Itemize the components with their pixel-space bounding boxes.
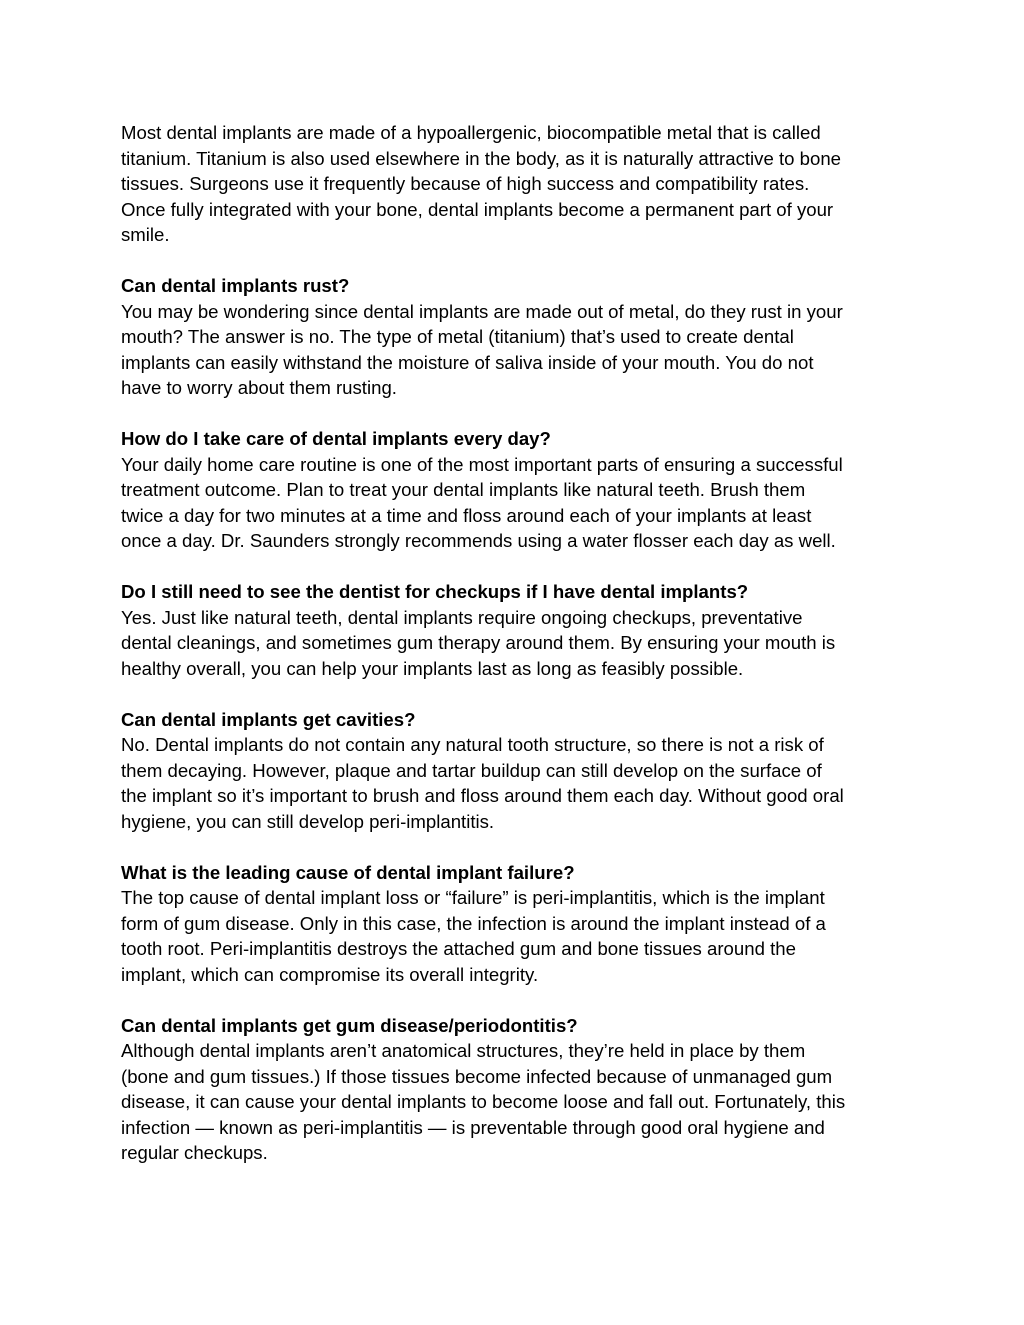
text-line: once a day. Dr. Saunders strongly recommends using a water flosser each day as well. — [121, 530, 836, 551]
section-heading: What is the leading cause of dental implant failure? — [121, 861, 575, 883]
document-page — [121, 120, 921, 1166]
section-body — [121, 1038, 921, 1166]
text-line: The top cause of dental implant loss or “failure” is peri-implantitis, which is the implant — [121, 887, 825, 908]
section-body — [121, 452, 921, 554]
text-line: Your daily home care routine is one of the most important parts of ensuring a successful — [121, 453, 843, 475]
section-heading: Can dental implants get gum disease/periodontitis? — [121, 1014, 578, 1036]
text-line: form of gum disease. Only in this case, the infection is around the implant instead of a — [121, 912, 826, 934]
text-line: You may be wondering since dental implants are made out of metal, do they rust in your — [121, 300, 843, 322]
section-heading: Can dental implants get cavities? — [121, 708, 416, 730]
section-gum-disease — [121, 1013, 921, 1166]
section-cavities — [121, 707, 921, 835]
text-line: hygiene, you can still develop peri-implantitis. — [121, 810, 495, 832]
section-implant-failure — [121, 860, 921, 988]
text-line: titanium. Titanium is also used elsewhere in the body, as it is naturally attractive to bone — [121, 147, 842, 169]
section-body — [121, 732, 921, 834]
text-line: Most dental implants are made of a hypoallergenic, biocompatible metal that is called — [121, 122, 821, 143]
text-line: disease, it can cause your dental implants to become loose and fall out. Fortunately, this — [121, 1091, 846, 1112]
text-line: the implant so it’s important to brush and floss around them each day. Without good oral — [121, 785, 844, 806]
section-body — [121, 885, 921, 987]
section-body — [121, 605, 921, 682]
text-line: smile. — [121, 224, 170, 245]
section-heading: How do I take care of dental implants every day? — [121, 428, 551, 449]
text-line: infection — known as peri-implantitis — is preventable through good oral hygiene and — [121, 1116, 825, 1138]
text-line: tissues. Surgeons use it frequently because of high success and compatibility rates. — [121, 173, 810, 194]
section-heading: Do I still need to see the dentist for checkups if I have dental implants? — [121, 581, 749, 602]
text-line: (bone and gum tissues.) If those tissues become infected because of unmanaged gum — [121, 1065, 833, 1087]
section-daily-care — [121, 426, 921, 554]
text-line: implant, which can compromise its overall integrity. — [121, 963, 539, 985]
section-checkups — [121, 579, 921, 681]
text-line: healthy overall, you can help your implants last as long as feasibly possible. — [121, 657, 744, 679]
text-line: Yes. Just like natural teeth, dental implants require ongoing checkups, preventative — [121, 606, 803, 628]
section-body — [121, 299, 921, 401]
text-line: dental cleanings, and sometimes gum therapy around them. By ensuring your mouth is — [121, 632, 836, 653]
text-line: have to worry about them rusting. — [121, 377, 397, 398]
text-line: twice a day for two minutes at a time and floss around each of your implants at least — [121, 504, 812, 526]
text-line: them decaying. However, plaque and tartar buildup can still develop on the surface of — [121, 759, 822, 781]
text-line: treatment outcome. Plan to treat your dental implants like natural teeth. Brush them — [121, 479, 806, 500]
text-line: mouth? The answer is no. The type of metal (titanium) that’s used to create dental — [121, 326, 794, 347]
text-line: regular checkups. — [121, 1142, 268, 1163]
section-rust — [121, 273, 921, 401]
text-line: tooth root. Peri-implantitis destroys the attached gum and bone tissues around the — [121, 938, 796, 959]
text-line: implants can easily withstand the moisture of saliva inside of your mouth. You do not — [121, 351, 814, 373]
section-heading: Can dental implants rust? — [121, 275, 350, 296]
text-line: Once fully integrated with your bone, dental implants become a permanent part of your — [121, 198, 834, 220]
intro-paragraph — [121, 120, 921, 248]
text-line: No. Dental implants do not contain any natural tooth structure, so there is not a risk of — [121, 734, 824, 755]
text-line: Although dental implants aren’t anatomical structures, they’re held in place by them — [121, 1040, 806, 1061]
